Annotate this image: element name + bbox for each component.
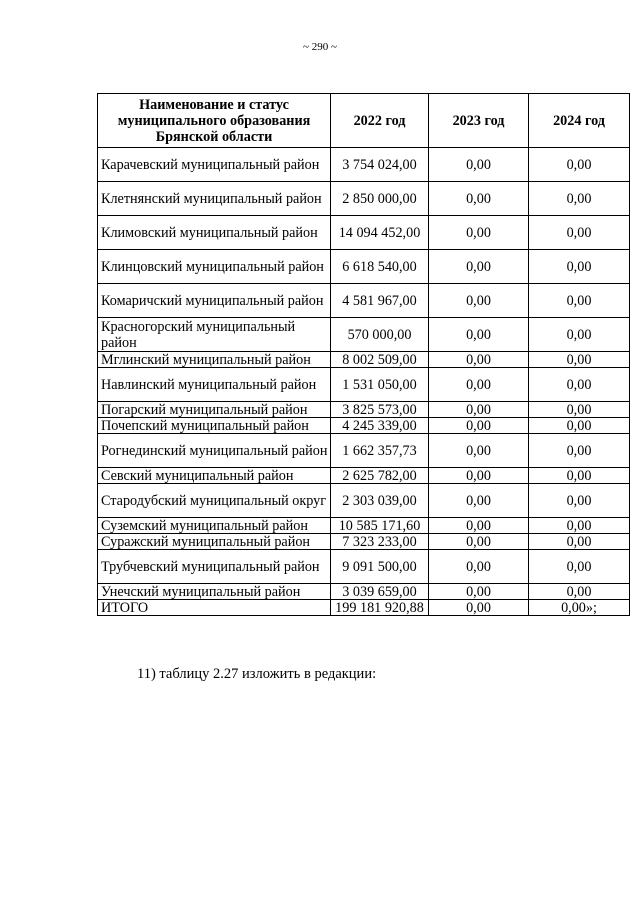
- table-row: [98, 402, 630, 418]
- cell-municipality: Трубчевский муниципальный район: [98, 550, 331, 584]
- cell-2024: 0,00: [529, 352, 630, 368]
- cell-2024: 0,00: [529, 534, 630, 550]
- cell-municipality: Севский муниципальный район: [98, 468, 331, 484]
- cell-2023: 0,00: [429, 402, 529, 418]
- cell-2022: 1 662 357,73: [331, 434, 429, 468]
- header-2022: 2022 год: [331, 94, 429, 148]
- table-row: [98, 352, 630, 368]
- header-2024: 2024 год: [529, 94, 630, 148]
- cell-municipality: Унечский муниципальный район: [98, 584, 331, 600]
- table-body: [98, 148, 630, 616]
- page-number: ~ 290 ~: [303, 41, 337, 53]
- cell-municipality: Суражский муниципальный район: [98, 534, 331, 550]
- cell-2022: 9 091 500,00: [331, 550, 429, 584]
- cell-2022: 199 181 920,88: [331, 600, 429, 616]
- table-row: [98, 216, 630, 250]
- cell-2022: 10 585 171,60: [331, 518, 429, 534]
- cell-2022: 1 531 050,00: [331, 368, 429, 402]
- cell-2023: 0,00: [429, 518, 529, 534]
- cell-2023: 0,00: [429, 352, 529, 368]
- cell-municipality: Красногорский муниципальный район: [98, 318, 331, 352]
- cell-2022: 14 094 452,00: [331, 216, 429, 250]
- table-header-row: [98, 94, 630, 148]
- cell-2022: 3 039 659,00: [331, 584, 429, 600]
- cell-2022: 3 754 024,00: [331, 148, 429, 182]
- cell-2022: 2 625 782,00: [331, 468, 429, 484]
- cell-2022: 7 323 233,00: [331, 534, 429, 550]
- cell-2023: 0,00: [429, 434, 529, 468]
- cell-municipality: ИТОГО: [98, 600, 331, 616]
- total-row: [98, 600, 630, 616]
- cell-2024: 0,00: [529, 484, 630, 518]
- footnote-text: 11) таблицу 2.27 изложить в редакции:: [137, 666, 377, 682]
- budget-table: [97, 93, 630, 616]
- cell-2023: 0,00: [429, 600, 529, 616]
- table-row: [98, 284, 630, 318]
- header-municipality: Наименование и статус муниципального образования Брянской области: [98, 94, 331, 148]
- table-row: [98, 182, 630, 216]
- table-row: [98, 468, 630, 484]
- cell-2023: 0,00: [429, 182, 529, 216]
- cell-2024: 0,00: [529, 182, 630, 216]
- cell-municipality: Почепский муниципальный район: [98, 418, 331, 434]
- cell-2024: 0,00: [529, 518, 630, 534]
- table-row: [98, 434, 630, 468]
- table-row: [98, 534, 630, 550]
- cell-2023: 0,00: [429, 148, 529, 182]
- cell-2022: 8 002 509,00: [331, 352, 429, 368]
- cell-2022: 6 618 540,00: [331, 250, 429, 284]
- cell-municipality: Погарский муниципальный район: [98, 402, 331, 418]
- table-row: [98, 484, 630, 518]
- cell-municipality: Карачевский муниципальный район: [98, 148, 331, 182]
- cell-2024: 0,00: [529, 284, 630, 318]
- cell-municipality: Мглинский муниципальный район: [98, 352, 331, 368]
- cell-municipality: Стародубский муниципальный округ: [98, 484, 331, 518]
- cell-2024: 0,00»;: [529, 600, 630, 616]
- table-row: [98, 318, 630, 352]
- cell-2024: 0,00: [529, 418, 630, 434]
- cell-2024: 0,00: [529, 468, 630, 484]
- table-row: [98, 584, 630, 600]
- cell-2022: 2 303 039,00: [331, 484, 429, 518]
- cell-2023: 0,00: [429, 468, 529, 484]
- table-row: [98, 368, 630, 402]
- table-row: [98, 518, 630, 534]
- cell-2022: 3 825 573,00: [331, 402, 429, 418]
- cell-municipality: Навлинский муниципальный район: [98, 368, 331, 402]
- cell-2024: 0,00: [529, 250, 630, 284]
- cell-2023: 0,00: [429, 318, 529, 352]
- cell-2024: 0,00: [529, 402, 630, 418]
- cell-municipality: Клинцовский муниципальный район: [98, 250, 331, 284]
- cell-municipality: Суземский муниципальный район: [98, 518, 331, 534]
- cell-2024: 0,00: [529, 584, 630, 600]
- cell-municipality: Комаричский муниципальный район: [98, 284, 331, 318]
- cell-2023: 0,00: [429, 368, 529, 402]
- cell-2023: 0,00: [429, 418, 529, 434]
- table-row: [98, 418, 630, 434]
- cell-2023: 0,00: [429, 216, 529, 250]
- cell-municipality: Рогнединский муниципальный район: [98, 434, 331, 468]
- cell-municipality: Клетнянский муниципальный район: [98, 182, 331, 216]
- cell-2024: 0,00: [529, 148, 630, 182]
- cell-2022: 570 000,00: [331, 318, 429, 352]
- cell-2024: 0,00: [529, 434, 630, 468]
- cell-municipality: Климовский муниципальный район: [98, 216, 331, 250]
- cell-2024: 0,00: [529, 368, 630, 402]
- cell-2023: 0,00: [429, 550, 529, 584]
- cell-2023: 0,00: [429, 484, 529, 518]
- cell-2023: 0,00: [429, 250, 529, 284]
- cell-2024: 0,00: [529, 216, 630, 250]
- cell-2023: 0,00: [429, 534, 529, 550]
- cell-2023: 0,00: [429, 284, 529, 318]
- cell-2024: 0,00: [529, 550, 630, 584]
- table-row: [98, 148, 630, 182]
- table-row: [98, 550, 630, 584]
- cell-2022: 4 245 339,00: [331, 418, 429, 434]
- table-row: [98, 250, 630, 284]
- cell-2024: 0,00: [529, 318, 630, 352]
- cell-2022: 4 581 967,00: [331, 284, 429, 318]
- cell-2023: 0,00: [429, 584, 529, 600]
- cell-2022: 2 850 000,00: [331, 182, 429, 216]
- header-2023: 2023 год: [429, 94, 529, 148]
